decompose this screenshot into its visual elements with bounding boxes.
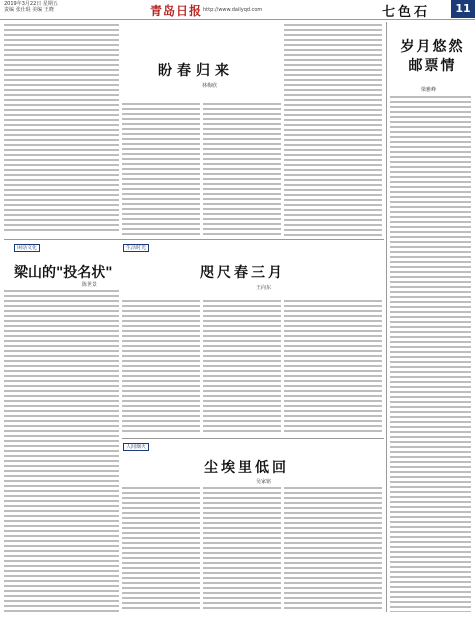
site-url[interactable]: http://www.dailyqd.com — [203, 7, 263, 13]
section-divider — [122, 438, 384, 439]
column-tag: 生活时光 — [123, 244, 149, 252]
article-author: 林梅欣 — [202, 83, 218, 89]
article-text-block — [203, 300, 281, 435]
article-author: 陈世景 — [82, 282, 98, 288]
page-header — [0, 0, 475, 20]
article-text-block — [4, 290, 119, 612]
article-text-block — [122, 103, 200, 236]
article-author: 吴家铭 — [256, 479, 272, 485]
section-name: 七色石 — [382, 1, 450, 17]
section-divider — [4, 239, 384, 240]
issue-meta — [4, 1, 58, 13]
article-title: 尘埃里低回 — [204, 460, 289, 476]
article-text-block — [122, 487, 200, 612]
article-title: 盼春归来 — [158, 63, 234, 79]
article-title: 梁山的"投名状" — [14, 265, 113, 281]
issue-editor: 责编 张仕琨 美编 王晓 — [4, 7, 54, 13]
article-author: 王向东 — [256, 285, 272, 291]
article-text-block — [203, 103, 281, 236]
article-title: 岁月悠然邮票情 — [400, 39, 465, 74]
article-text-block — [284, 487, 382, 612]
page-number: 11 — [451, 0, 475, 18]
issue-date: 2019年3月22日 星期五 — [4, 1, 58, 7]
article-text-block — [390, 96, 471, 612]
article-text-block — [122, 300, 200, 435]
masthead-logo: 青岛日报 — [150, 4, 203, 18]
article-text-block — [4, 24, 119, 232]
article-text-block — [284, 300, 382, 435]
column-divider — [386, 22, 387, 612]
article-text-block — [203, 487, 281, 612]
article-author: 梁雅峰 — [421, 87, 437, 93]
article-text-block — [284, 24, 382, 236]
column-tag: 人间烟火 — [123, 443, 149, 451]
article-title: 咫尺春三月 — [200, 265, 285, 281]
column-tag: 闲话文化 — [14, 244, 40, 252]
